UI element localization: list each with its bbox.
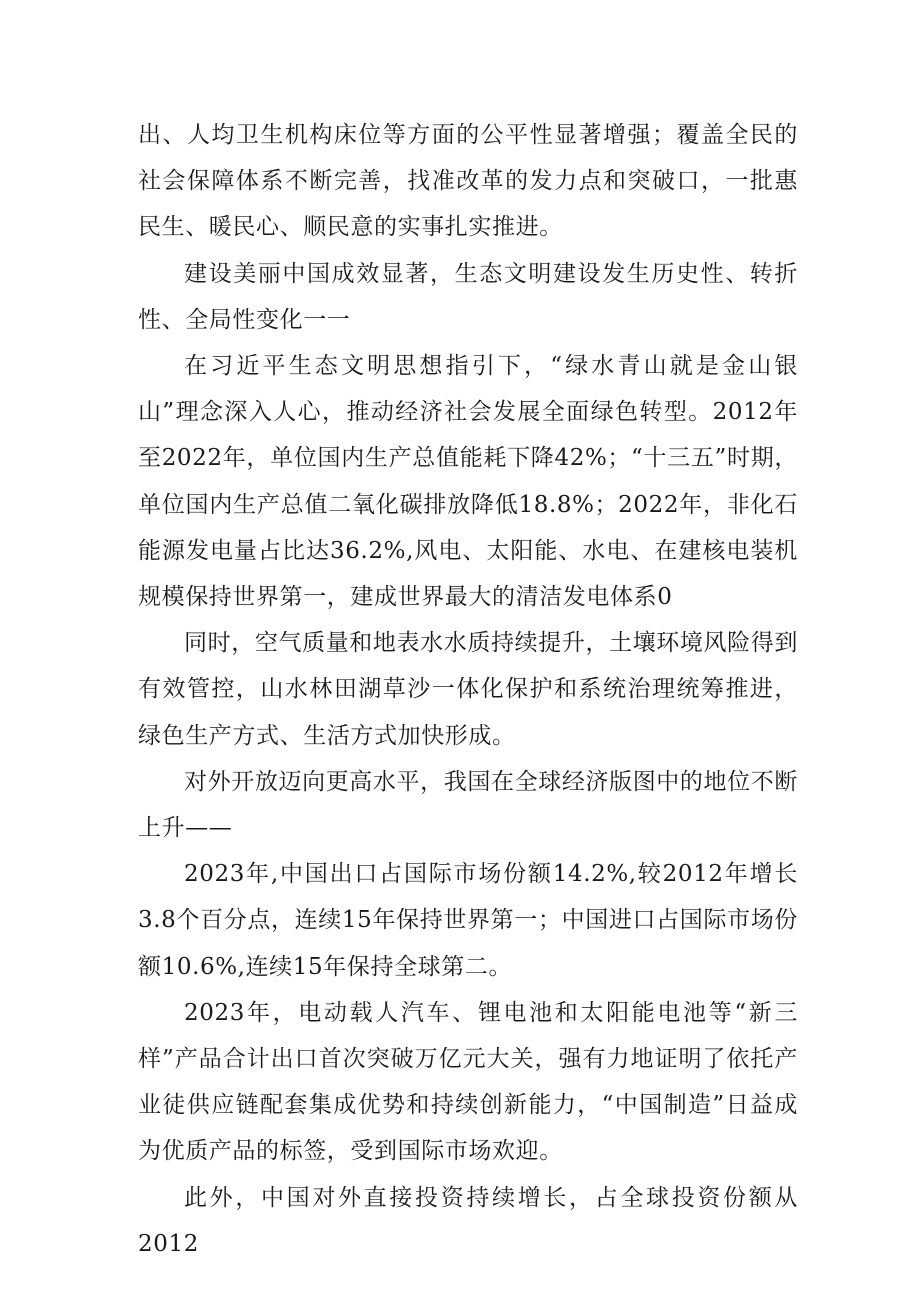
paragraph: 在习近平生态文明思想指引下，“绿水青山就是金山银山”理念深入人心，推动经济社会发展全面绿色转型。2012年至2022年，单位国内生产总值能耗下降42%；“十三五”时期，单位国内生产总值二氧化碳排放降低18.8%；2022年，非化石能源发电量占比达36.2%,风电、太阳能、水电、在建核电装机规模保持世界第一，建成世界最大的清洁发电体系0 bbox=[138, 353, 798, 611]
document-body bbox=[138, 112, 798, 1267]
paragraph-section-heading: 对外开放迈向更高水平，我国在全球经济版图中的地位不断上升—— bbox=[138, 768, 798, 842]
paragraph: 同时，空气质量和地表水水质持续提升，土壤环境风险得到有效管控，山水林田湖草沙一体化保护和系统治理统筹推进，绿色生产方式、生活方式加快形成。 bbox=[138, 630, 798, 749]
paragraph: 2023年,中国出口占国际市场份额14.2%,较2012年增长3.8个百分点，连续15年保持世界第一；中国进口占国际市场份额10.6%,连续15年保持全球第二。 bbox=[138, 861, 798, 980]
paragraph: 此外，中国对外直接投资持续增长，占全球投资份额从2012 bbox=[138, 1184, 798, 1257]
paragraph-section-heading: 建设美丽中国成效显著，生态文明建设发生历史性、转折性、全局性变化一一 bbox=[138, 260, 798, 333]
paragraph: 2023年，电动载人汽车、锂电池和太阳能电池等“新三样”产品合计出口首次突破万亿元大关，强有力地证明了依托产业徒供应链配套集成优势和持续创新能力，“中国制造”日益成为优质产品的标签，受到国际市场欢迎。 bbox=[138, 999, 798, 1165]
paragraph: 出、人均卫生机构床位等方面的公平性显著增强；覆盖全民的社会保障体系不断完善，找准改革的发力点和突破口，一批惠民生、暖民心、顺民意的实事扎实推进。 bbox=[138, 122, 798, 241]
